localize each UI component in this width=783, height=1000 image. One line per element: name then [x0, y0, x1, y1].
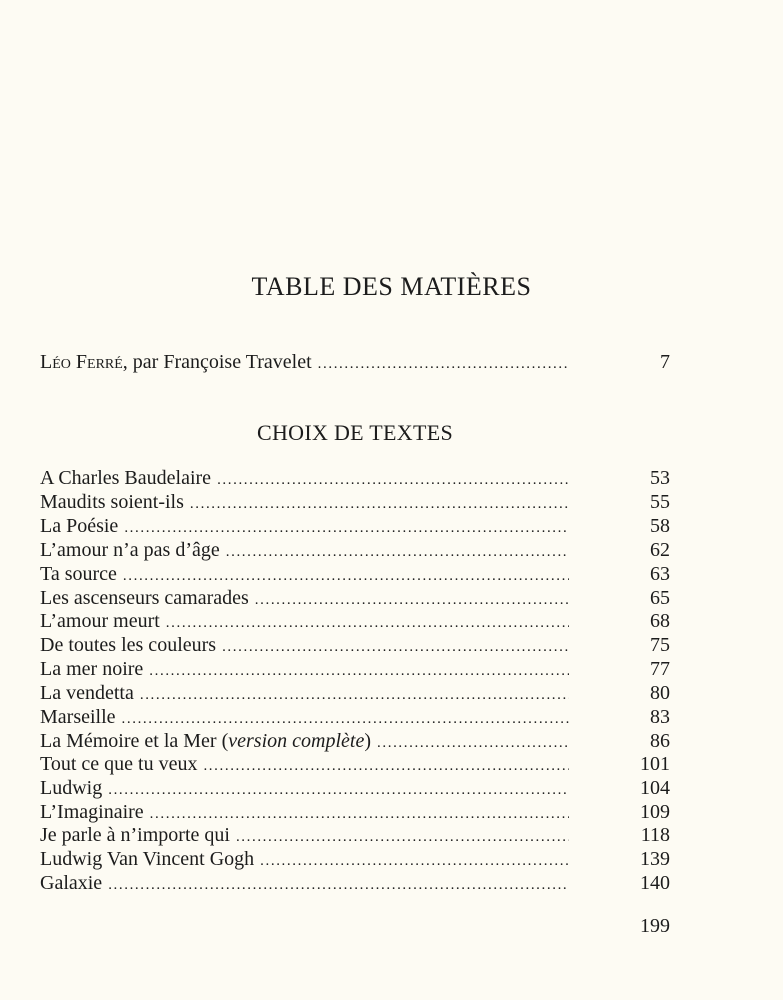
leader-dots	[122, 707, 569, 731]
toc-entry	[40, 657, 670, 681]
entry-title: L’amour n’a pas d’âge	[40, 539, 220, 561]
entry-title: A Charles Baudelaire	[40, 467, 212, 489]
toc-entry	[40, 466, 670, 490]
toc-entry	[40, 586, 670, 610]
entry-title-suffix: )	[364, 730, 372, 752]
toc-entry	[40, 490, 670, 514]
section-title: CHOIX DE TEXTES	[257, 420, 453, 445]
entry-title-italic: version complète	[228, 730, 365, 752]
entry-page-number: 55	[650, 491, 670, 513]
entry-title: Tout ce que tu veux	[40, 753, 198, 775]
author-last-name: Ferré	[75, 351, 123, 373]
entry-page-number: 80	[650, 682, 670, 704]
entry-title: La mer noire	[40, 658, 144, 680]
entry-page-number: 63	[650, 563, 670, 585]
entry-page-number: 65	[650, 587, 670, 609]
leader-dots	[260, 849, 569, 873]
entry-page-number: 140	[640, 872, 670, 894]
leader-dots	[124, 516, 569, 540]
entry-title: Je parle à n’importe qui	[40, 824, 230, 846]
toc-entry	[40, 514, 670, 538]
leader-dots	[166, 611, 569, 635]
leader-dots	[217, 468, 569, 492]
intro-label	[40, 350, 312, 374]
entry-title: Ta source	[40, 563, 117, 585]
toc-entry	[40, 823, 670, 847]
entry-page-number: 118	[640, 824, 670, 846]
leader-dots	[108, 778, 569, 802]
toc-entry	[40, 562, 670, 586]
toc-entry	[40, 800, 670, 824]
leader-dots	[203, 754, 569, 778]
entry-page-number: 109	[640, 801, 670, 823]
toc-entry	[40, 871, 670, 895]
toc-entry	[40, 681, 670, 705]
intro-entry	[40, 350, 670, 374]
entry-title: Galaxie	[40, 872, 103, 894]
entry-title: L’Imaginaire	[40, 801, 144, 823]
leader-dots	[123, 564, 569, 588]
entry-page-number: 83	[650, 706, 670, 728]
toc-entry	[40, 538, 670, 562]
leader-dots	[318, 352, 569, 376]
page-title: TABLE DES MATIÈRES	[251, 272, 532, 301]
toc-entry	[40, 752, 670, 776]
entry-title: L’amour meurt	[40, 610, 160, 632]
entry-page-number: 139	[640, 848, 670, 870]
toc-entry	[40, 847, 670, 871]
entry-title	[40, 729, 371, 753]
entry-title: Ludwig Van Vincent Gogh	[40, 848, 255, 870]
entry-title-prefix: La Mémoire et la Mer (	[40, 730, 229, 752]
entry-title: La vendetta	[40, 682, 134, 704]
entry-title: Ludwig	[40, 777, 103, 799]
entry-title: De toutes les couleurs	[40, 634, 217, 656]
leader-dots	[190, 492, 569, 516]
leader-dots	[222, 635, 569, 659]
intro-page-number: 7	[660, 351, 670, 373]
entry-page-number: 104	[640, 777, 670, 799]
toc-entry	[40, 705, 670, 729]
entry-title: Maudits soient-ils	[40, 491, 184, 513]
entry-page-number: 58	[650, 515, 670, 537]
toc-entry	[40, 633, 670, 657]
leader-dots	[140, 683, 569, 707]
entry-page-number: 86	[650, 730, 670, 752]
entry-page-number: 101	[640, 753, 670, 775]
page-folio: 199	[640, 915, 670, 937]
entry-title: Les ascenseurs camarades	[40, 587, 249, 609]
toc-entry	[40, 609, 670, 633]
toc-entry	[40, 729, 670, 753]
leader-dots	[149, 659, 569, 683]
leader-dots	[236, 825, 569, 849]
author-first-name: Léo	[40, 351, 71, 373]
entry-page-number: 68	[650, 610, 670, 632]
intro-byline: , par Françoise Travelet	[122, 351, 312, 373]
entry-page-number: 77	[650, 658, 670, 680]
entry-title: Marseille	[40, 706, 116, 728]
entry-page-number: 62	[650, 539, 670, 561]
entry-title: La Poésie	[40, 515, 119, 537]
leader-dots	[226, 540, 569, 564]
leader-dots	[108, 873, 569, 897]
toc-entry	[40, 776, 670, 800]
entry-page-number: 53	[650, 467, 670, 489]
entry-page-number: 75	[650, 634, 670, 656]
